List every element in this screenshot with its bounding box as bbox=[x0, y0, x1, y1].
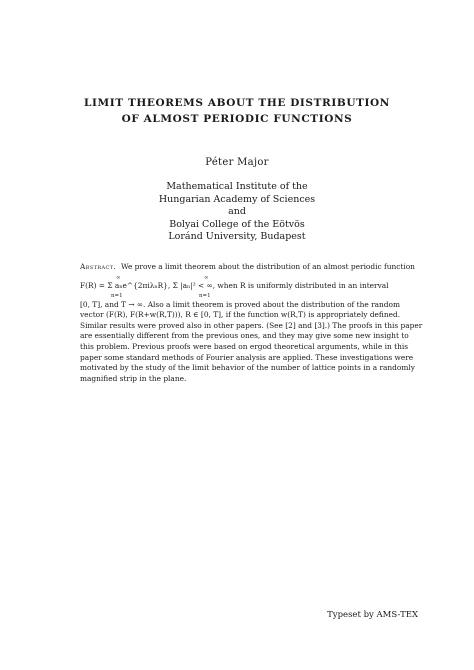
abstract-line-1 bbox=[80, 262, 415, 273]
abstract-line: vector (F(R), F(R+w(R,T))), R ∈ [0, T], if the function w(R,T) is appropriately defined. bbox=[80, 310, 401, 320]
affiliation-line: Mathematical Institute of the bbox=[166, 181, 308, 192]
paper-title bbox=[60, 95, 414, 127]
sum-upper-limit: ∞ bbox=[116, 274, 121, 281]
abstract-line: magnified strip in the plane. bbox=[80, 373, 187, 383]
abstract-line: motivated by the study of the limit behavior of the number of lattice points in a randomly bbox=[80, 363, 415, 373]
author-name: Péter Major bbox=[205, 157, 269, 168]
sum-lower-limit: n=1 bbox=[111, 292, 123, 299]
abstract-formula-line bbox=[80, 273, 398, 300]
abstract bbox=[80, 262, 423, 384]
abstract-line: [0, T], and T → ∞. Also a limit theorem is proved about the distribution of the random bbox=[80, 299, 400, 309]
abstract-line: Similar results were proved also in other papers. (See [2] and [3].) The proofs in this paper bbox=[80, 320, 423, 330]
typeset-footer: Typeset by AMS-TEX bbox=[327, 610, 418, 620]
sum-lower-limit: n=1 bbox=[199, 292, 211, 299]
abstract-line: paper some standard methods of Fourier analysis are applied. These investigations were bbox=[80, 352, 414, 362]
title-line-2: OF ALMOST PERIODIC FUNCTIONS bbox=[121, 113, 353, 125]
affiliation-line: Bolyai College of the Eötvös bbox=[169, 218, 305, 230]
title-line-1: LIMIT THEOREMS ABOUT THE DISTRIBUTION bbox=[84, 97, 390, 109]
affiliation-line: and bbox=[228, 206, 246, 217]
abstract-line: this problem. Previous proofs were based on ergod theoretical arguments, while in this bbox=[80, 341, 408, 351]
affiliation-line: Hungarian Academy of Sciences bbox=[158, 193, 316, 205]
affiliation-block bbox=[60, 181, 414, 244]
affiliation-line: Loránd University, Budapest bbox=[168, 231, 306, 242]
abstract-line: are essentially different from the previous ones, and they may give some new insight to bbox=[80, 331, 409, 341]
abstract-formula: F(R) = Σ aₙe^{2πiλₙR}, Σ |aₙ|² < ∞, when R is uniformly distributed in an interval bbox=[80, 280, 389, 290]
abstract-label: Abstract. bbox=[80, 262, 117, 271]
sum-upper-limit: ∞ bbox=[204, 274, 209, 281]
abstract-text: We prove a limit theorem about the distribution of an almost periodic function bbox=[120, 262, 415, 271]
